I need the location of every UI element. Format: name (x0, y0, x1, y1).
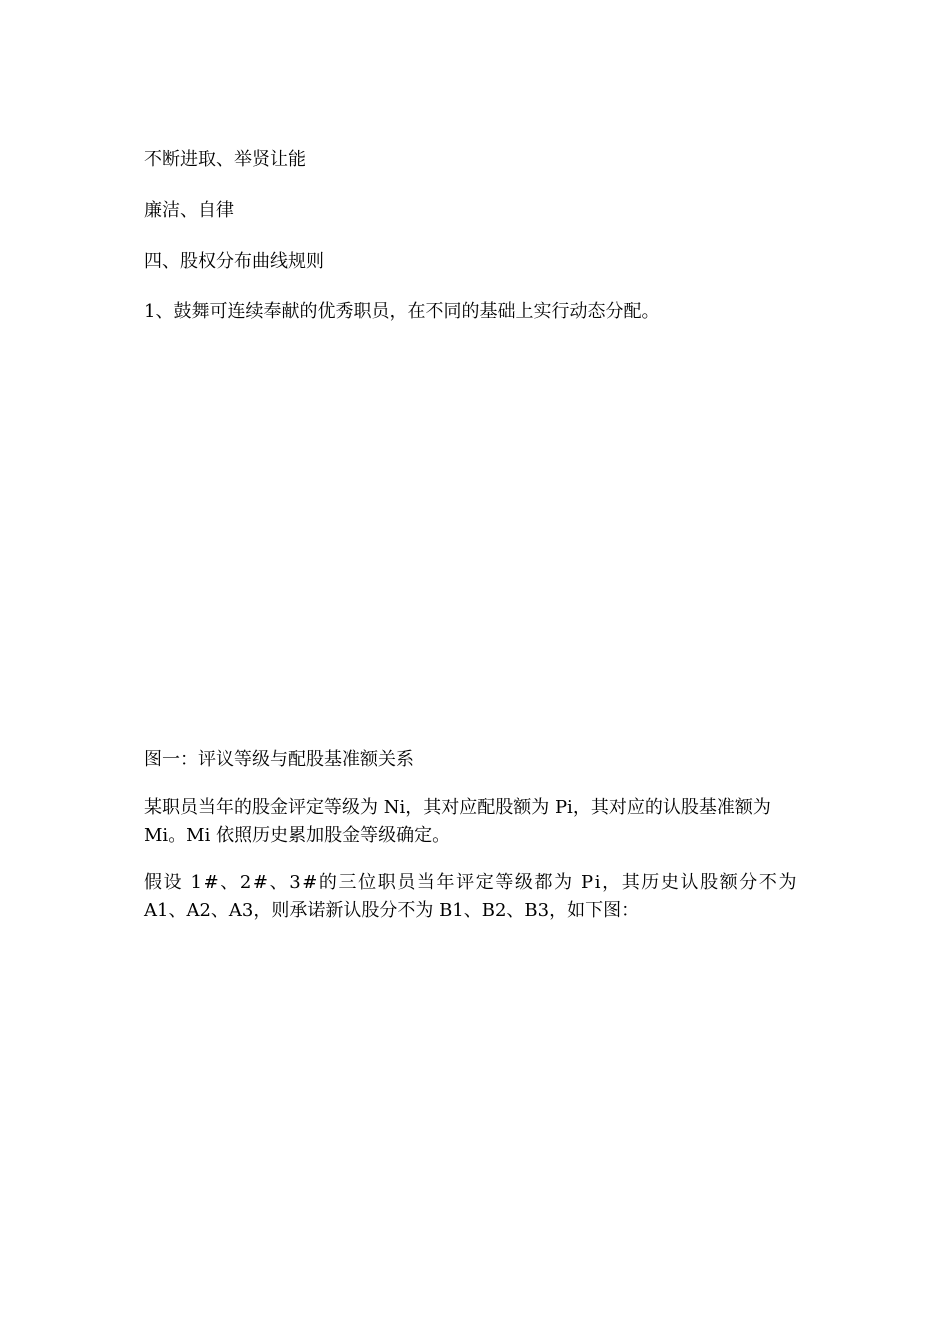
paragraph-rating-line-2: Mi。Mi 依照历史累加股金等级确定。 (144, 825, 451, 846)
text-line-1: 不断进取、举贤让能 (144, 149, 306, 170)
figure-caption: 图一：评议等级与配股基准额关系 (144, 749, 414, 770)
text-line-2: 廉洁、自律 (144, 200, 234, 221)
section-heading: 四、股权分布曲线规则 (144, 251, 324, 272)
text-line-rule-1: 1、鼓舞可连续奉献的优秀职员，在不同的基础上实行动态分配。 (144, 301, 660, 322)
paragraph-rating (144, 794, 809, 850)
paragraph-assumption-line-2: A1、A2、A3，则承诺新认股分不为 B1、B2、B3，如下图： (144, 900, 640, 921)
figure-placeholder-area-2 (144, 940, 809, 1320)
paragraph-assumption (144, 869, 809, 925)
figure-placeholder-area (144, 340, 809, 730)
paragraph-rating-line-1: 某职员当年的股金评定等级为 Ni，其对应配股额为 Pi，其对应的认股基准额为 (144, 797, 771, 818)
paragraph-assumption-line-1: 假设 1#、2#、3#的三位职员当年评定等级都为 Pi，其历史认股额分不为 (144, 872, 799, 893)
